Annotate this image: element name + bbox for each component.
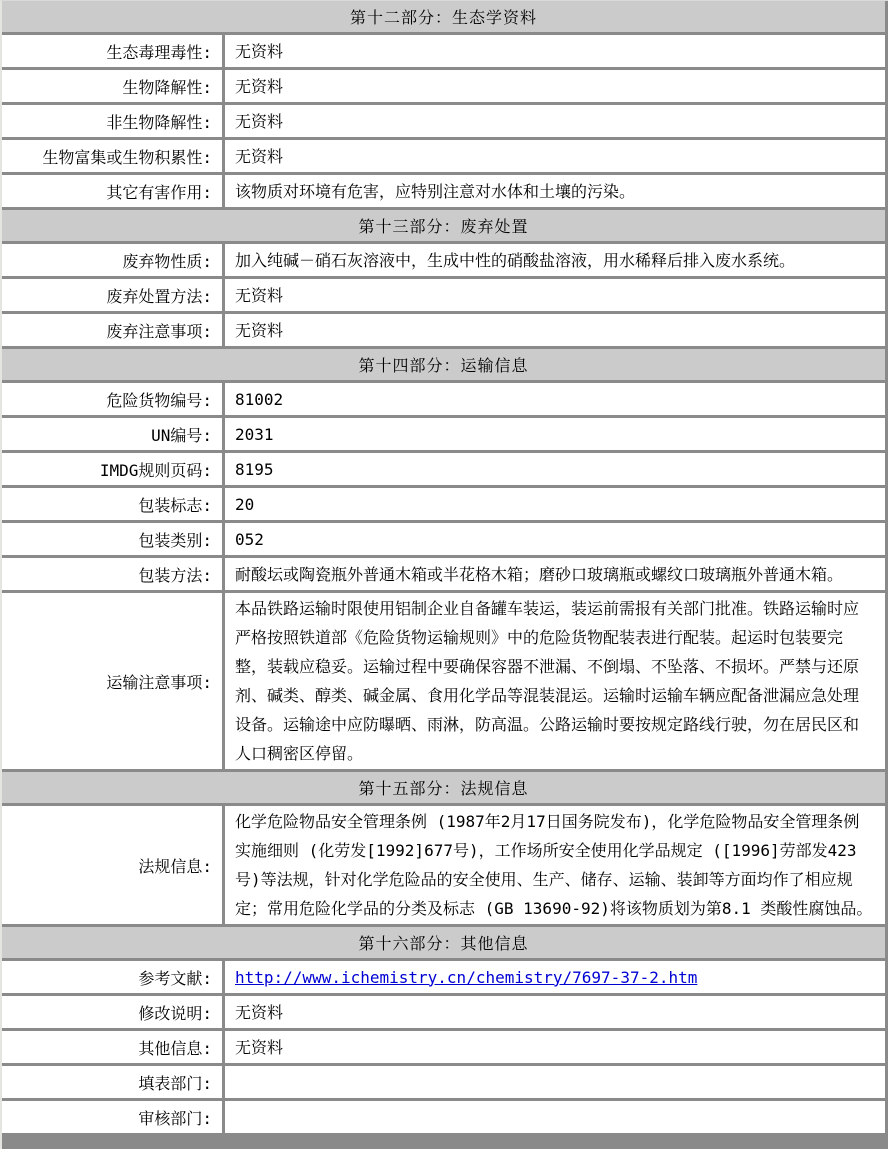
field-value: 20: [225, 488, 885, 520]
field-row-form-filling-department: [2, 1066, 885, 1098]
field-row-imdg-page: [2, 453, 885, 485]
field-value: 加入纯碱－硝石灰溶液中，生成中性的硝酸盐溶液，用水稀释后排入废水系统。: [225, 244, 885, 276]
field-value: 2031: [225, 418, 885, 450]
field-value: 该物质对环境有危害，应特别注意对水体和土壤的污染。: [225, 175, 885, 207]
section-title: 第十五部分：法规信息: [358, 779, 529, 798]
section-header-part14: [2, 349, 885, 380]
section-title: 第十三部分：废弃处置: [358, 217, 529, 236]
field-row-biodegradability: [2, 70, 885, 102]
field-label: 生态毒理毒性:: [2, 35, 222, 67]
field-label: 生物富集或生物积累性:: [2, 140, 222, 172]
field-value: 无资料: [225, 279, 885, 311]
section-title: 第十四部分：运输信息: [358, 356, 529, 375]
field-value: [225, 1066, 885, 1098]
field-label: 废弃处置方法:: [2, 279, 222, 311]
field-value: 化学危险物品安全管理条例 (1987年2月17日国务院发布)，化学危险物品安全管理条例实施细则 (化劳发[1992]677号)，工作场所安全使用化学品规定 ([1996]劳部发423号)等法规，针对化学危险品的安全使用、生产、储存、运输、装卸等方面均作了相应规定；常用危险化学品的分类及标志 (GB 13690-92)将该物质划为第8.1 类酸性腐蚀品。: [225, 806, 885, 924]
field-row-disposal-precautions: [2, 314, 885, 346]
field-value: 无资料: [225, 140, 885, 172]
field-row-other-info: [2, 1031, 885, 1063]
field-label: 废弃物性质:: [2, 244, 222, 276]
field-label: 包装标志:: [2, 488, 222, 520]
field-value: 无资料: [225, 105, 885, 137]
field-row-packaging-category: [2, 523, 885, 555]
field-value: 本品铁路运输时限使用铝制企业自备罐车装运，装运前需报有关部门批准。铁路运输时应严格按照铁道部《危险货物运输规则》中的危险货物配装表进行配装。起运时包装要完整，装载应稳妥。运输过程中要确保容器不泄漏、不倒塌、不坠落、不损坏。严禁与还原剂、碱类、醇类、碱金属、食用化学品等混装混运。运输时运输车辆应配备泄漏应急处理设备。运输途中应防曝晒、雨淋，防高温。公路运输时要按规定路线行驶，勿在居民区和人口稠密区停留。: [225, 593, 885, 769]
field-row-review-department: [2, 1101, 885, 1133]
field-label: IMDG规则页码:: [2, 453, 222, 485]
field-value: 无资料: [225, 35, 885, 67]
field-label: 参考文献:: [2, 961, 222, 993]
field-label: 其他信息:: [2, 1031, 222, 1063]
field-row-un-number: [2, 418, 885, 450]
field-value: 无资料: [225, 996, 885, 1028]
field-value: 无资料: [225, 70, 885, 102]
field-label: UN编号:: [2, 418, 222, 450]
field-value: [225, 961, 885, 993]
field-value: 8195: [225, 453, 885, 485]
field-label: 审核部门:: [2, 1101, 222, 1133]
section-header-part12: [2, 1, 885, 32]
field-row-packaging-mark: [2, 488, 885, 520]
field-row-transport-precautions: [2, 593, 885, 769]
reference-link[interactable]: http://www.ichemistry.cn/chemistry/7697-37-2.htm: [235, 967, 698, 987]
field-row-eco-toxicity: [2, 35, 885, 67]
field-label: 非生物降解性:: [2, 105, 222, 137]
field-value: [225, 1101, 885, 1133]
section-title: 第十二部分：生态学资料: [349, 8, 537, 27]
field-row-dangerous-goods-number: [2, 383, 885, 415]
field-row-packaging-method: [2, 558, 885, 590]
field-label: 运输注意事项:: [2, 593, 222, 769]
field-label: 法规信息:: [2, 806, 222, 924]
field-label: 包装类别:: [2, 523, 222, 555]
field-row-bioaccumulation: [2, 140, 885, 172]
field-row-disposal-method: [2, 279, 885, 311]
section-title: 第十六部分：其他信息: [358, 934, 529, 953]
section-header-part13: [2, 210, 885, 241]
field-label: 填表部门:: [2, 1066, 222, 1098]
field-label: 危险货物编号:: [2, 383, 222, 415]
field-value: 耐酸坛或陶瓷瓶外普通木箱或半花格木箱；磨砂口玻璃瓶或螺纹口玻璃瓶外普通木箱。: [225, 558, 885, 590]
field-label: 包装方法:: [2, 558, 222, 590]
field-row-regulatory-info: [2, 806, 885, 924]
field-row-other-harmful-effects: [2, 175, 885, 207]
field-value: 81002: [225, 383, 885, 415]
field-value: 052: [225, 523, 885, 555]
field-row-waste-nature: [2, 244, 885, 276]
field-value: 无资料: [225, 1031, 885, 1063]
section-header-part15: [2, 772, 885, 803]
section-header-part16: [2, 927, 885, 958]
field-label: 废弃注意事项:: [2, 314, 222, 346]
field-value: 无资料: [225, 314, 885, 346]
field-label: 修改说明:: [2, 996, 222, 1028]
field-row-references: [2, 961, 885, 993]
field-label: 生物降解性:: [2, 70, 222, 102]
field-label: 其它有害作用:: [2, 175, 222, 207]
field-row-revision-notes: [2, 996, 885, 1028]
field-row-non-biodegradability: [2, 105, 885, 137]
